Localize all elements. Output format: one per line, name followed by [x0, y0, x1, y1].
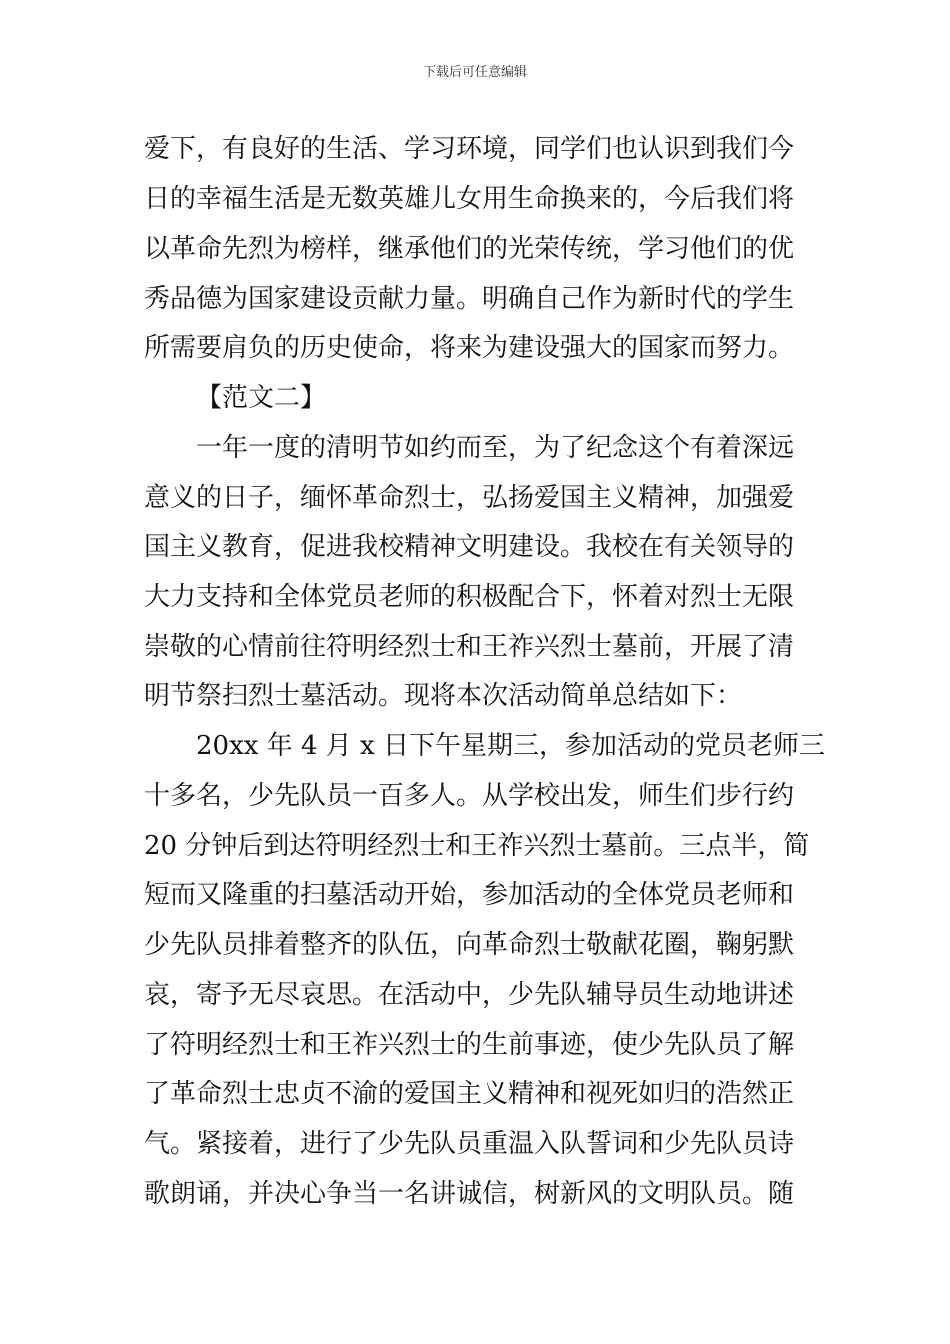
body-line: 十多名，少先队员一百多人。从学校出发，师生们步行约 [144, 781, 795, 811]
body-line: 爱下，有良好的生活、学习环境，同学们也认识到我们今 [144, 134, 795, 164]
body-line: 短而又隆重的扫墓活动开始，参加活动的全体党员老师和 [144, 880, 795, 910]
body-line: 所需要肩负的历史使命，将来为建设强大的国家而努力。 [144, 333, 795, 363]
body-line: 明节祭扫烈士墓活动。现将本次活动简单总结如下： [144, 681, 743, 711]
body-line: 少先队员排着整齐的队伍，向革命烈士敬献花圈，鞠躬默 [144, 930, 795, 960]
section-heading: 【范文二】 [196, 383, 327, 413]
body-line: 崇敬的心情前往符明经烈士和王祚兴烈士墓前，开展了清 [144, 632, 795, 662]
body-line: 以革命先烈为榜样，继承他们的光荣传统，学习他们的优 [144, 234, 795, 264]
body-line: 大力支持和全体党员老师的积极配合下，怀着对烈士无限 [144, 582, 795, 612]
body-line: 20 分钟后到达符明经烈士和王祚兴烈士墓前。三点半，简 [144, 831, 810, 861]
body-line: 哀，寄予无尽哀思。在活动中，少先队辅导员生动地讲述 [144, 980, 795, 1010]
body-line: 国主义教育，促进我校精神文明建设。我校在有关领导的 [144, 532, 795, 562]
body-line: 一年一度的清明节如约而至，为了纪念这个有着深远 [196, 433, 795, 463]
body-line: 气。紧接着，进行了少先队员重温入队誓词和少先队员诗 [144, 1129, 795, 1159]
body-line: 意义的日子，缅怀革命烈士，弘扬爱国主义精神，加强爱 [144, 483, 795, 513]
body-line: 20xx 年 4 月 x 日下午星期三，参加活动的党员老师三 [196, 731, 825, 761]
body-line: 歌朗诵，并决心争当一名讲诚信，树新风的文明队员。随 [144, 1179, 795, 1209]
body-line: 了革命烈士忠贞不渝的爱国主义精神和视死如归的浩然正 [144, 1079, 795, 1109]
body-line: 日的幸福生活是无数英雄儿女用生命换来的，今后我们将 [144, 184, 795, 214]
page-header: 下载后可任意编辑 [422, 65, 527, 80]
body-line: 秀品德为国家建设贡献力量。明确自己作为新时代的学生 [144, 284, 795, 314]
body-line: 了符明经烈士和王祚兴烈士的生前事迹，使少先队员了解 [144, 1030, 795, 1060]
